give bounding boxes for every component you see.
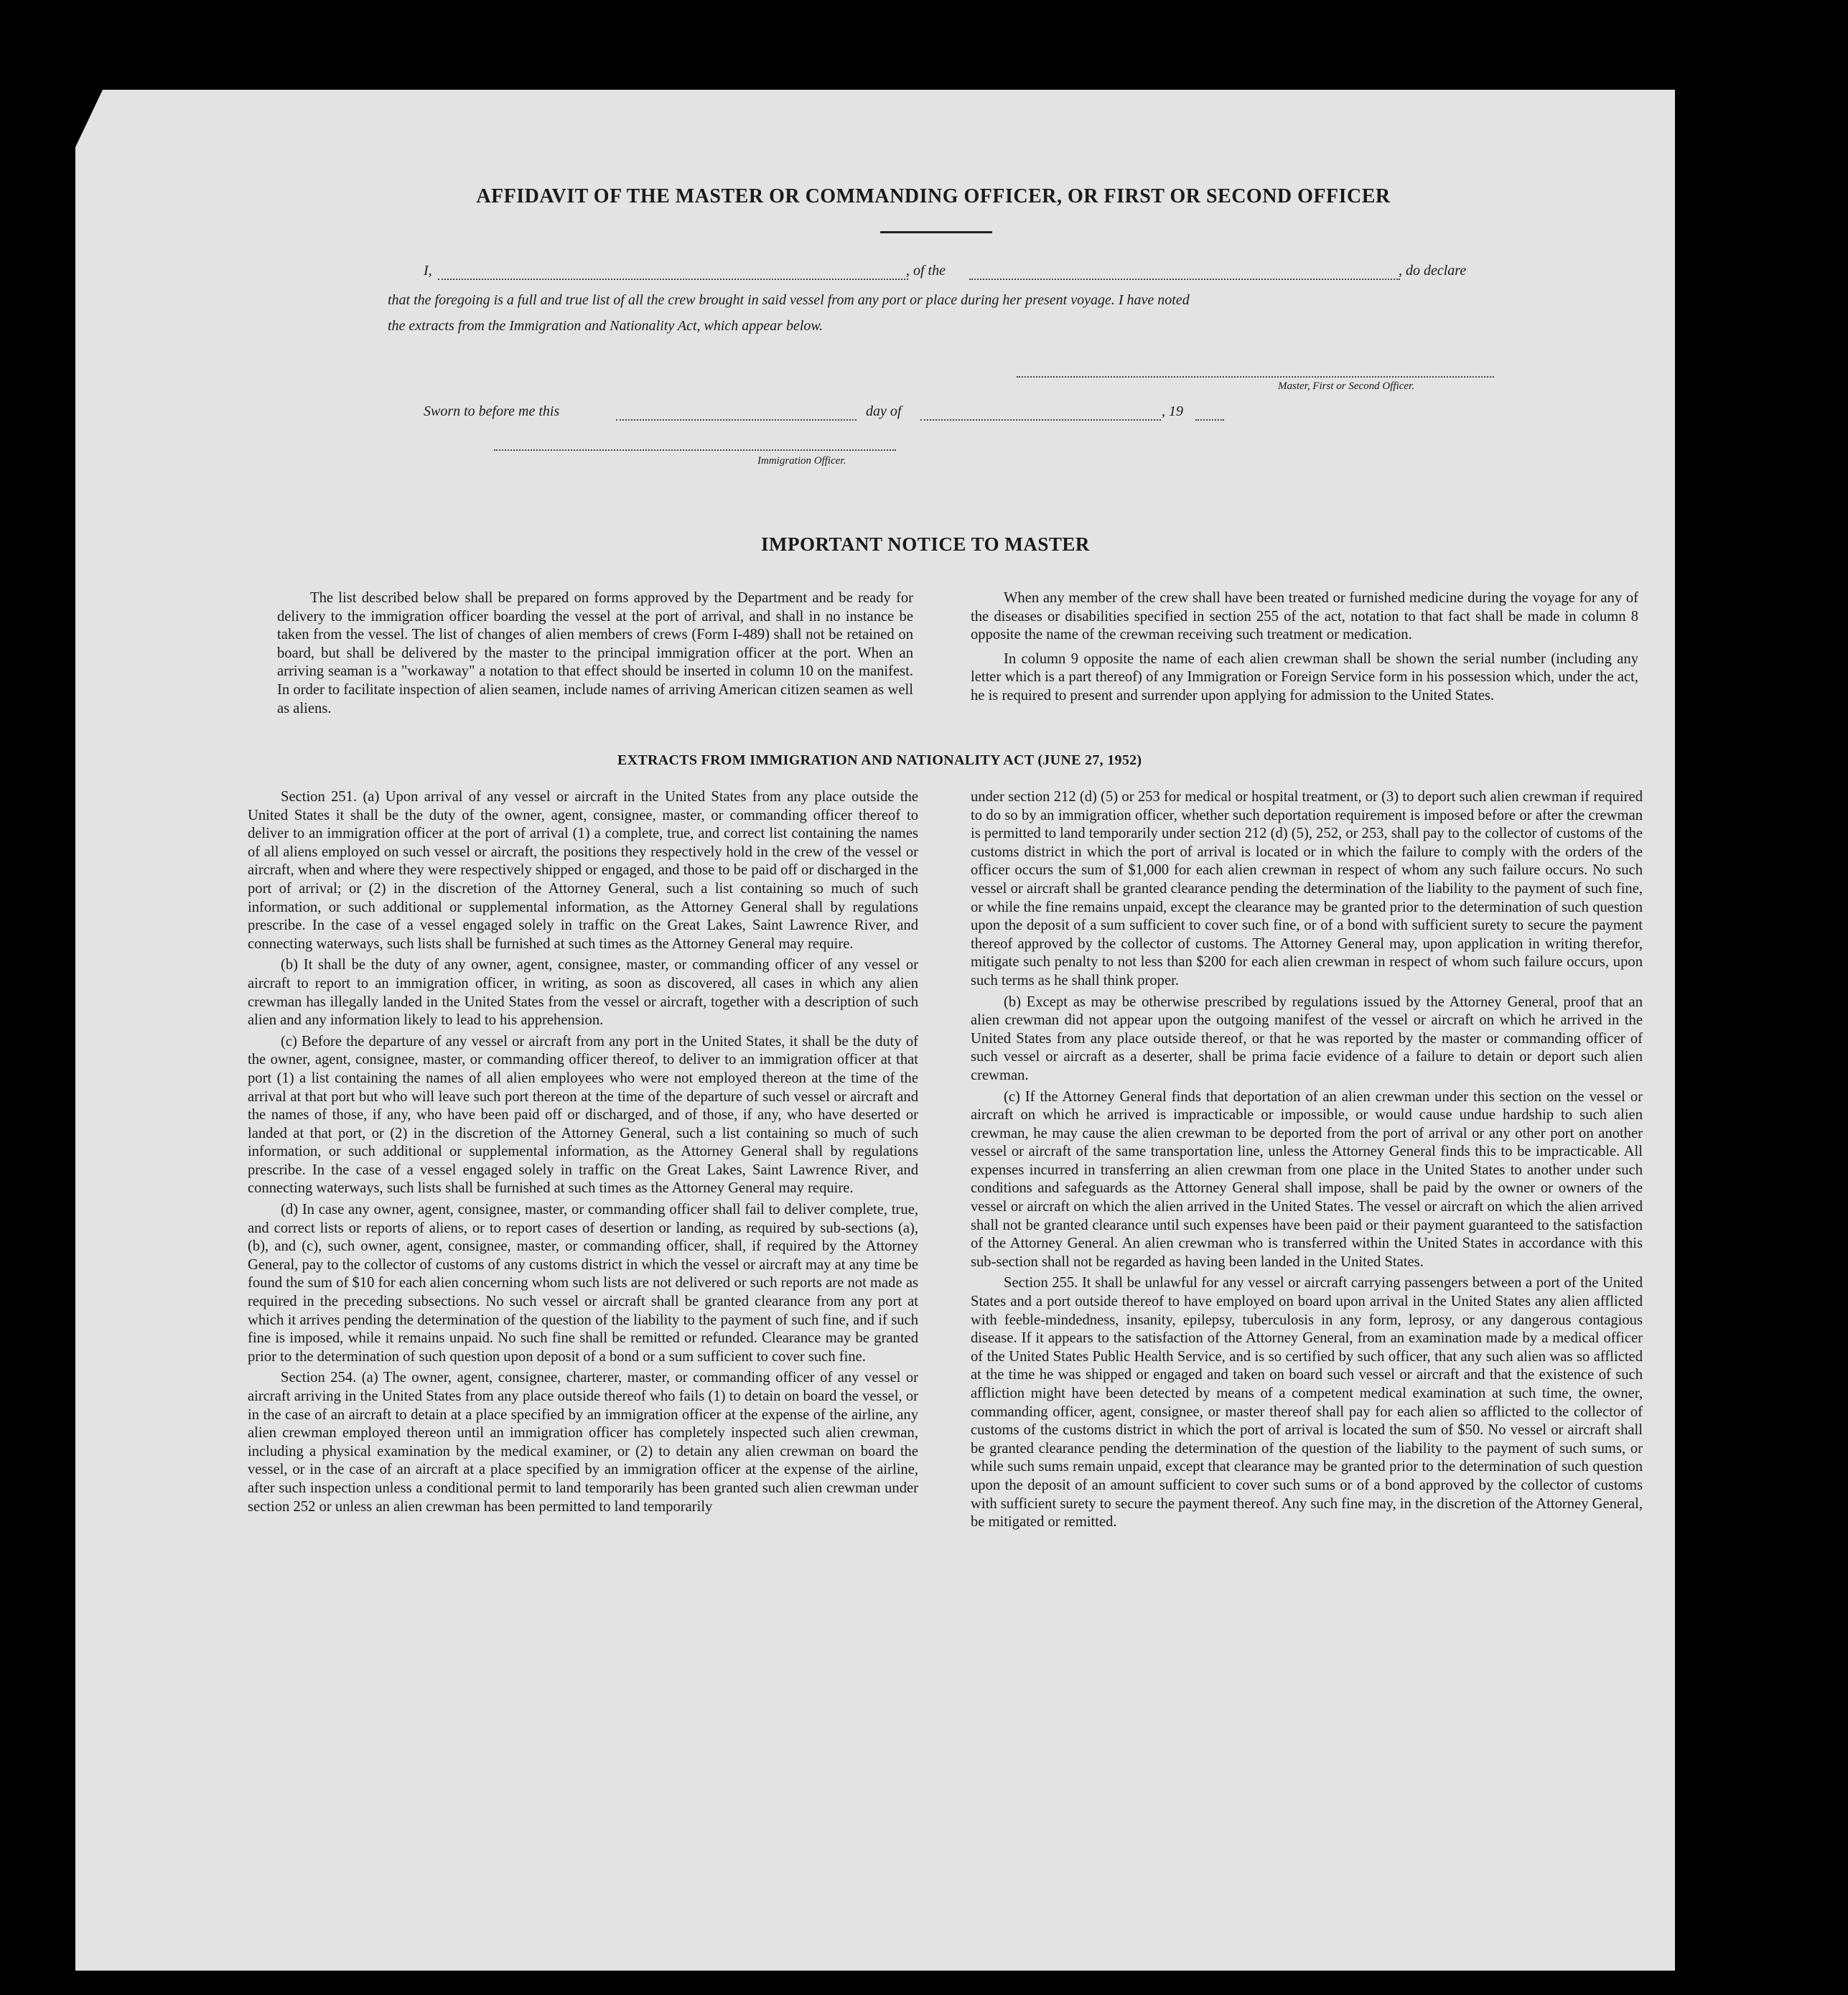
extracts-right-column (971, 788, 1643, 1532)
affiant-prefix: I, (424, 263, 432, 279)
section-251b: (b) It shall be the duty of any owner, agent, consignee, master, or commanding officer of any vessel or aircraft to report to an immigration officer, in writing, as soon as discovered, all cases in which any alien crewman has illegally landed in the United States from the vessel or aircraft, together with a description of such alien and any information likely to lead to his apprehension. (248, 957, 918, 1029)
year-label: , 19 (1162, 403, 1183, 419)
binder-hole (1732, 1775, 1765, 1808)
master-signature-label: Master, First or Second Officer. (1278, 380, 1414, 392)
master-signature-line[interactable] (1017, 376, 1494, 378)
binder-hole (1722, 353, 1755, 386)
notice-title: IMPORTANT NOTICE TO MASTER (761, 533, 1090, 555)
sworn-year-line[interactable] (1195, 419, 1224, 421)
vessel-name-line[interactable] (969, 279, 1400, 280)
affiant-name-line[interactable] (438, 279, 908, 280)
section-254a: Section 254. (a) The owner, agent, consignee, charterer, master, or commanding officer of any vessel or aircraft arriving in the United States from any place outside thereof who fails (1) to detain on board the vessel, or in the case of an aircraft to detain at a place specified by an immigration officer at the expense of the airline, any alien crewman employed thereon until an immigration officer has completely inspected such alien crewman, including a physical examination by the medical examiner, or (2) to detain any alien crewman on board the vessel, or in the case of an aircraft at a place specified by an immigration officer at the expense of the airline, after such inspection unless a conditional permit to land temporarily has been granted such alien crewman under section 252 or unless an alien crewman has been permitted to land temporarily (248, 1370, 918, 1515)
binder-hole (1722, 640, 1755, 673)
notice-left-column (277, 589, 913, 718)
binder-hole (1722, 741, 1755, 774)
binder-hole (1722, 1395, 1755, 1428)
do-declare-label: , do declare (1399, 263, 1467, 279)
extracts-title: EXTRACTS FROM IMMIGRATION AND NATIONALITY ACT (JUNE 27, 1952) (617, 752, 1142, 768)
sworn-label: Sworn to before me this (424, 403, 560, 419)
section-251a: Section 251. (a) Upon arrival of any vessel or aircraft in the United States from any place outside the United States it shall be the duty of the owner, agent, consignee, master, or commanding officer thereof to deliver to an immigration officer at the port of arrival (1) a complete, true, and correct list containing the names of all aliens employed on such vessel or aircraft, the positions they respectively hold in the crew of the vessel or aircraft, when and where they were respectively shipped or engaged, and those to be paid off or discharged in the port of arrival; or (2) in the discretion of the Attorney General, such a list containing so much of such information, or such additional or supplemental information, as the Attorney General shall by regulations prescribe. In the case of a vessel engaged solely in traffic on the Great Lakes, Saint Lawrence River, and connecting waterways, such lists shall be furnished at such times as the Attorney General may require. (248, 789, 918, 952)
section-254a-cont: under section 212 (d) (5) or 253 for medical or hospital treatment, or (3) to deport such alien crewman if required to do so by an immigration officer, whether such deportation requirement is imposed before or after the crewman is permitted to land temporarily under section 212 (d) (5), 252, or 253, shall pay to the collector of customs of the customs district in which the port of arrival is located or in which the failure to comply with the orders of the officer occurs the sum of $1,000 for each alien crewman in respect of whom any such failure occurs. No such vessel or aircraft shall be granted clearance pending the determination of the liability to the payment of such fine, or while the fine remains unpaid, except the clearance may be granted prior to the determination of such question upon the deposit of a sum sufficient to cover such fine, or of a bond with sufficient surety to secure the payment thereof approved by the collector of customs. The Attorney General may, upon application in writing therefor, mitigate such penalty to not less than $200 for each alien crewman in respect of whom such failure occurs, upon such terms as he shall think proper. (971, 789, 1643, 989)
officer-signature-label: Immigration Officer. (757, 455, 846, 467)
section-254c: (c) If the Attorney General finds that deportation of an alien crewman under this section on the vessel or aircraft on which he arrived is impracticable or impossible, or would cause undue hardship to such alien crewman, he may cause the alien crewman to be deported from the port of arrival or any other port on another vessel or aircraft of the same transportation line, unless the Attorney General finds this to be impracticable. All expenses incurred in transferring an alien crewman from one place in the United States to another under such conditions and safeguards as the Attorney General shall impose, shall be paid by the owner or owners of the vessel or aircraft on which the alien arrived in the United States. The vessel or aircraft on which the alien arrived shall not be granted clearance until such expenses have been paid or their payment guaranteed to the satisfaction of the Attorney General. An alien crewman who is transferred within the United States in accordance with this sub-section shall not be regarded as having been landed in the United States. (971, 1088, 1643, 1270)
binder-hole (1722, 256, 1755, 289)
section-251c: (c) Before the departure of any vessel or aircraft from any port in the United States, it shall be the duty of the owner, agent, consignee, master, or commanding officer thereof, to deliver to an immigration officer at that port (1) a list containing the names of all alien employees who were not employed thereon at the time of the arrival at that port but who will leave such port thereon at the time of the departure of such vessel or aircraft and the names of those, if any, who have been paid off or discharged, and of those, if any, who have deserted or landed at that port, or (2) in the discretion of the Attorney General, such a list containing so much of such information, or such additional or supplemental information, as the Attorney General shall by regulations prescribe. In the case of a vessel engaged solely in traffic on the Great Lakes, Saint Lawrence River, and connecting waterways, such lists shall be furnished at such times as the Attorney General may require. (248, 1033, 918, 1197)
sworn-month-line[interactable] (920, 419, 1161, 421)
extracts-left-column (248, 788, 918, 1516)
binder-hole (1729, 1678, 1762, 1711)
section-251d: (d) In case any owner, agent, consignee, master, or commanding officer shall fail to deliver complete, true, and correct lists or reports of aliens, or to report cases of desertion or landing, as required by sub-sections (a), (b), and (c), such owner, agent, consignee, master, or commanding officer, shall, if required by the Attorney General, pay to the collector of customs of any customs district in which the vessel or aircraft may at any time be found the sum of $10 for each alien concerning whom such lists are not delivered or such reports are not made as required in the preceding subsections. No such vessel or aircraft shall be granted clearance from any port at which it arrives pending the determination of the question of the liability to the payment of such fine, and if such fine is imposed, while it remains unpaid. No such fine shall be remitted or refunded. Clearance may be granted prior to the determination of such question upon deposit of a bond or a sum sufficient to cover such fine. (248, 1202, 918, 1365)
notice-right-text-2: In column 9 opposite the name of each alien crewman shall be shown the serial number (including any letter which is a part thereof) of any Immigration or Foreign Service form in his possession which, under the act, he is required to present and surrender upon applying for admission to the United States. (971, 650, 1638, 704)
sworn-day-line[interactable] (616, 419, 857, 421)
section-255: Section 255. It shall be unlawful for any vessel or aircraft carrying passengers between a port of the United States and a port outside thereof to have employed on board upon arrival in the United States any alien afflicted with feeble-mindedness, insanity, epilepsy, tuberculosis in any form, leprosy, or any dangerous contagious disease. If it appears to the satisfaction of the Attorney General, from an examination made by a medical officer of the United States Public Health Service, and is so certified by such officer, that any such alien was so afflicted at the time he was shipped or engaged and taken on board such vessel or aircraft and that the existence of such affliction might have been detected by means of a competent medical examination at such time, the owner, commanding officer, agent, consignee, or master thereof shall pay for each alien so afflicted to the collector of customs of the customs district in which the port of arrival is located the sum of $50. No vessel or aircraft shall be granted clearance pending the determination of the question of the liability to the payment of such sums, or while such sums remain unpaid, except that clearance may be granted prior to the determination of such question upon the deposit of an amount sufficient to cover such sums or of a bond approved by the collector of customs with sufficient surety to secure the payment thereof. Any such fine may, in the discretion of the Attorney General, be mitigated or remitted. (971, 1275, 1643, 1531)
binder-hole (1722, 1296, 1755, 1329)
affidavit-title: AFFIDAVIT OF THE MASTER OR COMMANDING OFFICER, OR FIRST OR SECOND OFFICER (476, 185, 1391, 207)
notice-left-text: The list described below shall be prepared on forms approved by the Department and be ready for delivery to the immigration officer boarding the vessel at the port of arrival, and shall in no instance be taken from the vessel. The list of changes of alien members of crews (Form I-489) shall not be retained on board, but shall be delivered by the master to the principal immigration officer at the port. When an arriving seaman is a "workaway" a notation to that effect should be inserted in column 10 on the manifest. In order to facilitate inspection of alien seamen, include names of arriving American citizen seamen as well as aliens. (277, 590, 913, 716)
title-rule (880, 231, 992, 233)
section-254b: (b) Except as may be otherwise prescribed by regulations issued by the Attorney General, proof that an alien crewman did not appear upon the outgoing manifest of the vessel or aircraft on which he arrived in the United States from any place outside thereof, or that he was reported by the master or commanding officer of such vessel or aircraft as a deserter, shall be prima facie evidence of a failure to detain or deport such alien crewman. (971, 994, 1643, 1083)
corner-tear (1680, 129, 1704, 154)
notice-right-text-1: When any member of the crew shall have been treated or furnished medicine during the voyage for any of the diseases or disabilities specified in section 255 of the act, notation to that fact shall be made in column 8 opposite the name of the crewman receiving such treatment or medication. (971, 590, 1638, 643)
notice-right-column (971, 589, 1638, 706)
affidavit-body-1: that the foregoing is a full and true list of all the crew brought in said vessel from any port or place during her present voyage. I have noted (388, 292, 1190, 308)
officer-signature-line[interactable] (494, 449, 896, 451)
day-of-label: day of (866, 403, 902, 419)
of-the-label: , of the (906, 263, 946, 279)
affidavit-body-2: the extracts from the Immigration and Nationality Act, which appear below. (388, 318, 823, 334)
